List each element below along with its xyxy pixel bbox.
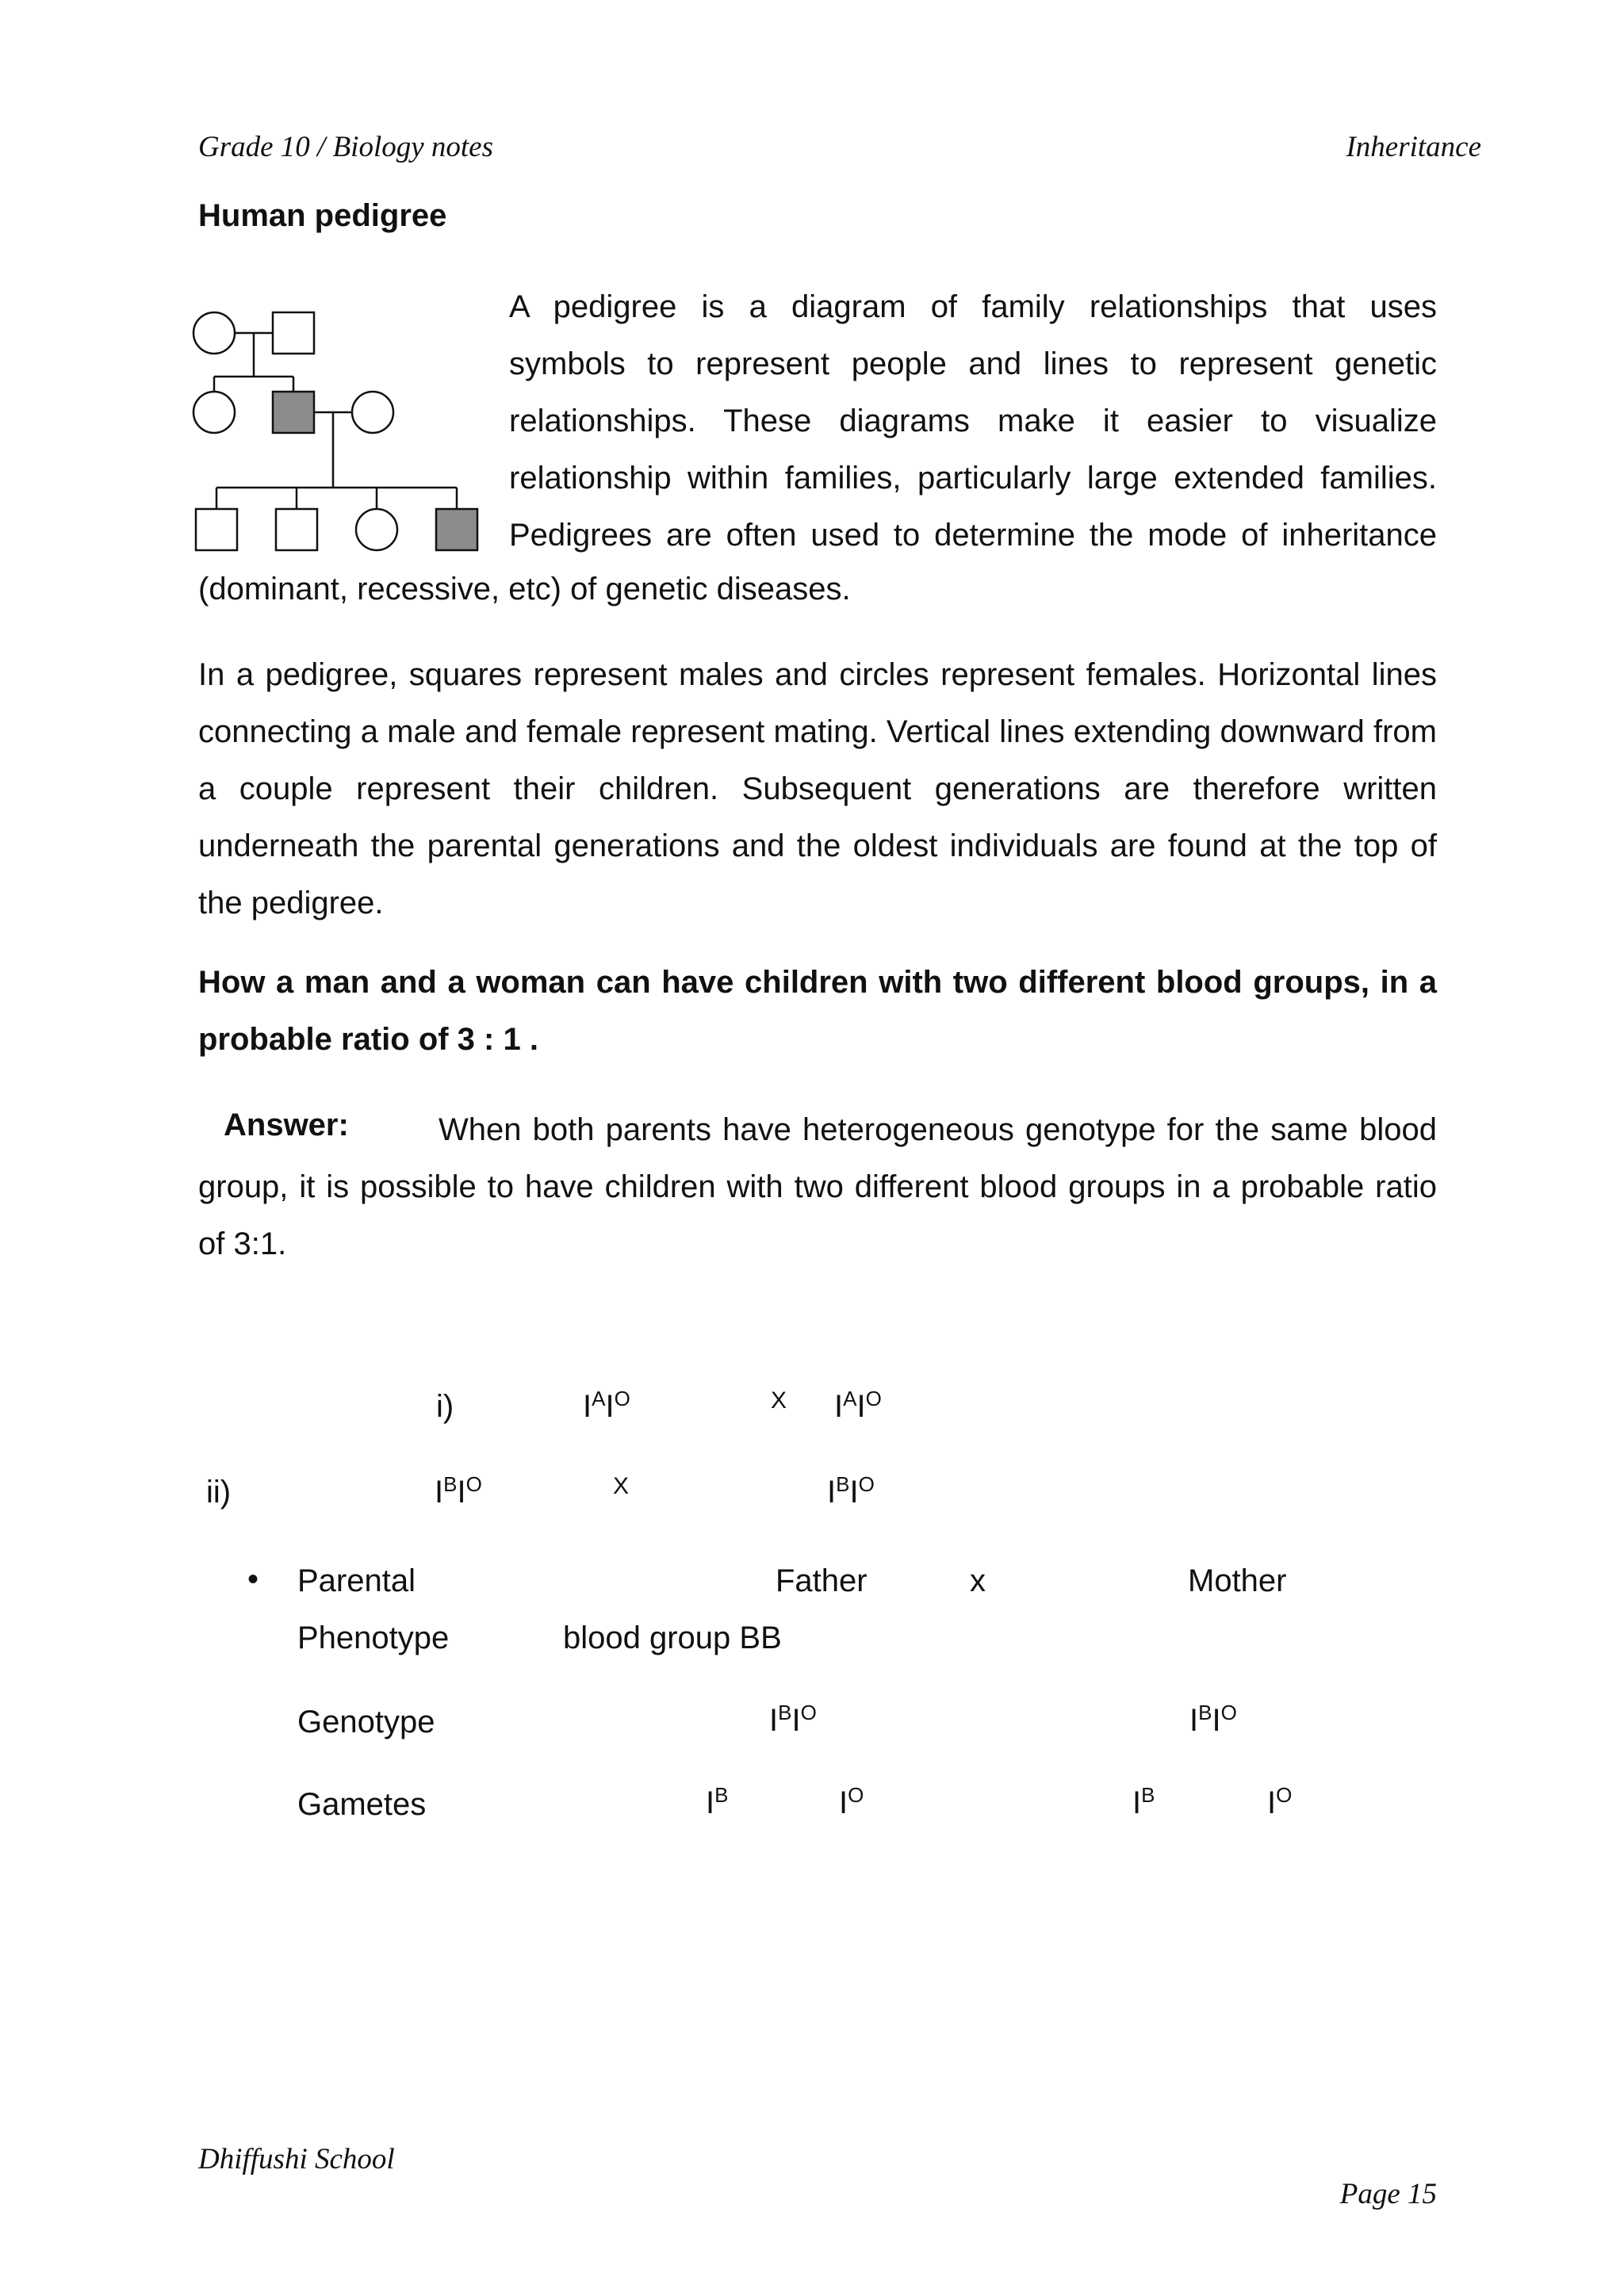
- answer-first-line: When both parents have heterogeneous genotype for the same blood: [439, 1112, 1437, 1147]
- gametes-label: Gametes: [297, 1787, 427, 1822]
- allele-symbol: I: [583, 1389, 592, 1424]
- allele-sup: A: [843, 1387, 857, 1410]
- answer-rest: group, it is possible to have children with two different blood groups in a probable ratio of 3:1.: [198, 1169, 1437, 1261]
- allele-sup: O: [848, 1783, 864, 1807]
- allele-symbol: I: [1189, 1703, 1199, 1738]
- pedigree-gen3-affected-male: [436, 509, 477, 550]
- allele-symbol: I: [827, 1475, 837, 1510]
- intro-paragraph: [509, 278, 1437, 564]
- pedigree-gen2-spouse-female: [352, 392, 393, 433]
- pedigree-gen2-female: [193, 392, 235, 433]
- mother-gamete-O: [1267, 1785, 1292, 1821]
- allele-sup: O: [614, 1387, 630, 1410]
- allele-sup: A: [592, 1387, 606, 1410]
- allele-sup: B: [778, 1701, 792, 1724]
- allele-symbol: I: [1212, 1703, 1221, 1738]
- mother-label: Mother: [1188, 1563, 1287, 1598]
- allele-sup: O: [865, 1387, 882, 1410]
- father-genotype: [769, 1703, 817, 1739]
- pedigree-gen3-male-2: [276, 509, 317, 550]
- cross-ii-label: ii): [206, 1475, 232, 1510]
- allele-symbol: I: [849, 1475, 859, 1510]
- allele-symbol: I: [769, 1703, 779, 1738]
- pedigree-gen3-female: [356, 509, 397, 550]
- allele-sup: O: [1220, 1701, 1237, 1724]
- allele-sup: O: [1276, 1783, 1293, 1807]
- intro-line: Pedigrees are often used to determine the mode of inheritance: [509, 518, 1437, 553]
- phenotype-value: blood group BB: [563, 1621, 782, 1655]
- mother-genotype: [1189, 1703, 1237, 1739]
- header-left: Grade 10 / Biology notes: [198, 131, 494, 163]
- allele-sup: B: [443, 1472, 458, 1496]
- question: [198, 954, 1437, 1068]
- allele-symbol: I: [605, 1389, 615, 1424]
- allele-symbol: I: [856, 1389, 866, 1424]
- cross-ii-parent1: [435, 1472, 482, 1510]
- allele-sup: O: [858, 1472, 875, 1496]
- bullet: •: [247, 1562, 259, 1597]
- pedigree-gen2-affected-male: [273, 392, 314, 433]
- mother-gamete-B: [1132, 1785, 1155, 1821]
- cross-i-parent2: [834, 1389, 882, 1425]
- allele-sup: B: [1141, 1783, 1155, 1807]
- paragraph-text: In a pedigree, squares represent males and circles represent females. Horizontal lines connecting a male and female represent mating. Vertical lines extending downward from a couple represent their children. Subsequent generations are therefore written underneath the parental generations and the oldest individuals are found at the top of the pedigree.: [198, 657, 1437, 920]
- allele-sup: B: [1198, 1701, 1212, 1724]
- cross-ii-parent2: [827, 1472, 875, 1510]
- pedigree-gen1-male: [273, 312, 314, 354]
- allele-symbol: I: [1267, 1785, 1277, 1820]
- father-gamete-B: [706, 1785, 728, 1821]
- question-text: How a man and a woman can have children with two different blood groups, in a probable ratio of 3 : 1 .: [198, 965, 1437, 1057]
- allele-sup: B: [836, 1472, 850, 1496]
- cross-ii-x: X: [613, 1473, 630, 1499]
- allele-sup: O: [800, 1701, 817, 1724]
- pedigree-gen3-male-1: [196, 509, 237, 550]
- intro-line: symbols to represent people and lines to represent genetic: [509, 346, 1437, 381]
- allele-symbol: I: [435, 1475, 444, 1510]
- footer-school: Dhiffushi School: [198, 2143, 395, 2175]
- pedigree-conventions-paragraph: [198, 646, 1437, 932]
- pedigree-diagram: [182, 301, 500, 555]
- cross-x: x: [970, 1563, 986, 1598]
- footer-page-number: Page 15: [1339, 2178, 1437, 2210]
- cross-i-label: i): [436, 1389, 454, 1424]
- allele-symbol: I: [834, 1389, 844, 1424]
- allele-symbol: I: [839, 1785, 848, 1820]
- answer-paragraph: [198, 1101, 1437, 1272]
- phenotype-label: Phenotype: [297, 1621, 450, 1655]
- allele-symbol: I: [457, 1475, 466, 1510]
- allele-symbol: I: [791, 1703, 801, 1738]
- pedigree-gen1-female: [193, 312, 235, 354]
- allele-symbol: I: [706, 1785, 715, 1820]
- cross-i-x: X: [771, 1387, 787, 1414]
- father-label: Father: [776, 1563, 868, 1598]
- parental-label: Parental: [297, 1563, 416, 1598]
- intro-line: A pedigree is a diagram of family relationships that uses: [509, 289, 1437, 324]
- header-right: Inheritance: [1346, 131, 1481, 163]
- allele-symbol: I: [1132, 1785, 1142, 1820]
- genotype-label: Genotype: [297, 1705, 435, 1739]
- cross-i-parent1: [583, 1389, 630, 1425]
- father-gamete-O: [839, 1785, 864, 1821]
- answer-label: Answer:: [224, 1108, 349, 1142]
- intro-line: relationship within families, particularly large extended families.: [509, 461, 1437, 496]
- intro-last-line: (dominant, recessive, etc) of genetic diseases.: [198, 572, 851, 607]
- page-title: Human pedigree: [198, 198, 447, 233]
- allele-sup: B: [714, 1783, 729, 1807]
- intro-line: relationships. These diagrams make it easier to visualize: [509, 404, 1437, 438]
- allele-sup: O: [465, 1472, 482, 1496]
